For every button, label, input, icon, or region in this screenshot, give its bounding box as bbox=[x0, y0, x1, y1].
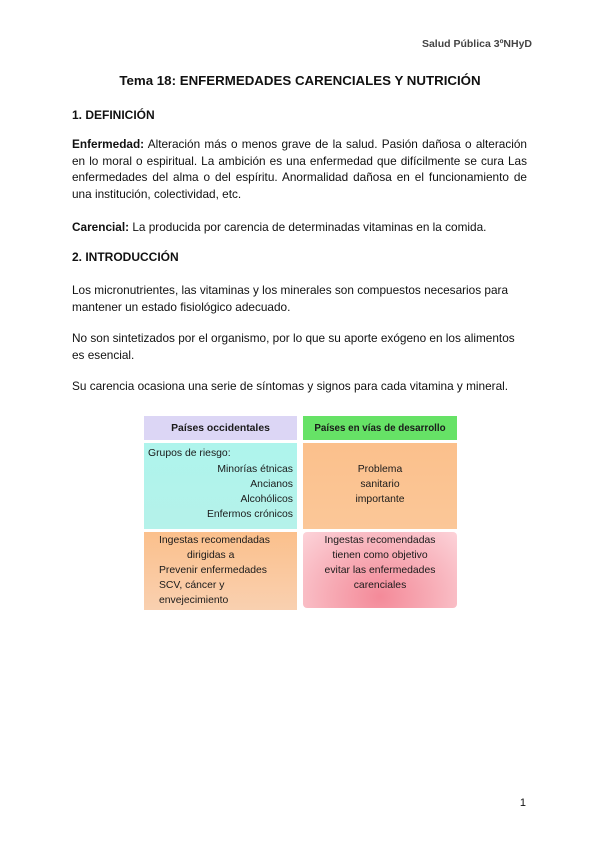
problem-line: Problema bbox=[357, 464, 403, 475]
intro-paragraph-2: No son sintetizados por el organismo, por lo que su aporte exógeno en los alimentos es esencial. bbox=[72, 331, 515, 362]
intake-left-line: Prevenir enfermedades bbox=[159, 565, 268, 576]
term-enfermedad: Enfermedad: bbox=[72, 137, 145, 151]
intake-right-box bbox=[303, 532, 457, 608]
intake-right-line: Ingestas recomendadas bbox=[324, 535, 436, 546]
header-paises-en-desarrollo: Países en vías de desarrollo bbox=[303, 416, 457, 440]
section-heading-definicion: 1. DEFINICIÓN bbox=[72, 108, 155, 122]
page-header: Salud Pública 3ºNHyD bbox=[421, 38, 532, 50]
intake-left-box bbox=[144, 532, 297, 610]
list-item: Alcohólicos bbox=[240, 494, 293, 505]
intake-right-text bbox=[303, 533, 457, 593]
section-heading-introduccion: 2. INTRODUCCIÓN bbox=[72, 250, 179, 264]
intake-left-line: envejecimiento bbox=[159, 595, 229, 606]
problem-box bbox=[303, 443, 457, 529]
risk-groups-box bbox=[144, 443, 297, 529]
definition-carencial bbox=[72, 219, 527, 236]
intake-right-line: carenciales bbox=[353, 580, 407, 591]
list-item: Ancianos bbox=[250, 479, 293, 490]
definition-enfermedad bbox=[72, 136, 527, 202]
intake-right-line: evitar las enfermedades bbox=[324, 565, 436, 576]
intake-left-line: Ingestas recomendadas bbox=[159, 535, 270, 546]
intro-paragraph-3: Su carencia ocasiona una serie de síntomas y signos para cada vitamina y mineral. bbox=[72, 379, 509, 393]
list-item: Minorías étnicas bbox=[217, 464, 293, 475]
definition-carencial-text: La producida por carencia de determinadas vitaminas en la comida. bbox=[132, 220, 487, 234]
list-item: Enfermos crónicos bbox=[206, 509, 293, 520]
intake-right-line: tienen como objetivo bbox=[332, 550, 428, 561]
document-title: Tema 18: ENFERMEDADES CARENCIALES Y NUTRICIÓN bbox=[119, 73, 481, 88]
problem-text bbox=[303, 462, 457, 507]
definition-enfermedad-text: Alteración más o menos grave de la salud. Pasión dañosa o alteración en lo moral o espiritual. La ambición es una enfermedad que difícilmente se cura Las enfermedades del alma o del espíritu. Anormalidad dañosa en el funcionamiento de una institución, colectividad, etc. bbox=[72, 137, 527, 201]
problem-line: sanitario bbox=[360, 479, 400, 490]
risk-groups-title: Grupos de riesgo: bbox=[148, 448, 231, 459]
intake-left-line: SCV, cáncer y bbox=[159, 580, 225, 591]
term-carencial: Carencial: bbox=[72, 220, 130, 234]
header-paises-occidentales: Países occidentales bbox=[144, 416, 297, 440]
intro-paragraph-1: Los micronutrientes, las vitaminas y los minerales son compuestos necesarios para mantener un estado fisiológico adecuado. bbox=[72, 283, 509, 314]
intake-left-text bbox=[159, 533, 270, 608]
page-number: 1 bbox=[519, 797, 526, 809]
problem-line: importante bbox=[355, 494, 405, 505]
intake-left-line: dirigidas a bbox=[187, 550, 235, 561]
risk-groups-list bbox=[207, 462, 293, 522]
